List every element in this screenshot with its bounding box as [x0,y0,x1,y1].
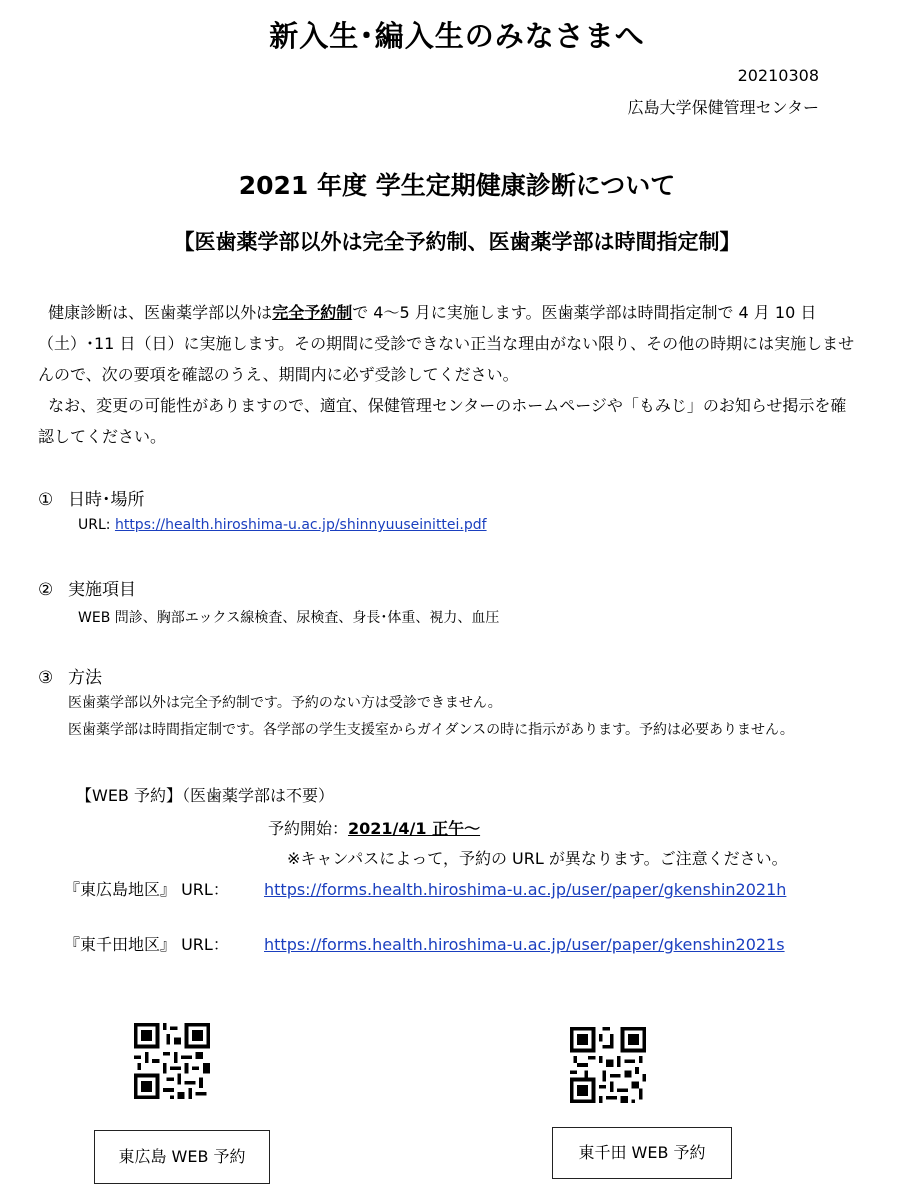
organization-name: 広島大学保健管理センター [627,98,819,117]
higashisenda-web-reservation-label: 東千田 WEB 予約 [552,1127,732,1179]
higashisenda-label: 『東千田地区』 URL： [64,935,229,954]
document-date: 20210308 [737,66,819,85]
higashihiroshima-label: 『東広島地区』 URL： [64,880,229,899]
section-2-heading [38,575,136,600]
section-2-number: ② [38,580,54,600]
paragraph-1 [38,297,858,390]
paragraph-2-text: なお、変更の可能性がありますので、適宜、保健管理センターのホームページや「もみじ」のお知らせ掲示を確認してください。 [38,396,847,446]
paragraph-1-end: で 4～5 月に実施します。医歯薬学部は時間指定制で 4 月 10 日（土）･11 日（日）に実施します。その期間に受診できない正当な理由がない限り、その他の時期には実施しませんので、次の要項を確認のうえ、期間内に必ず受診してください。 [38,303,855,384]
url-label: URL: [78,517,111,533]
higashihiroshima-qr-code[interactable] [134,1023,210,1099]
section-1-url-row [78,517,487,533]
notice-title: 2021 年度 学生定期健康診断について [238,171,676,200]
complete-reservation-emphasis: 完全予約制 [272,303,353,322]
section-2-title: 実施項目 [68,580,136,600]
higashihiroshima-reservation-link[interactable]: https://forms.health.hiroshima-u.ac.jp/user/paper/gkenshin2021h [264,880,787,899]
exam-items: WEB 問診、胸部エックス線検査、尿検査、身長･体重、視力、血圧 [78,610,500,626]
method-description [68,690,858,744]
higashisenda-reservation-link[interactable]: https://forms.health.hiroshima-u.ac.jp/user/paper/gkenshin2021s [264,935,785,954]
reservation-start [268,816,480,839]
higashisenda-qr-code[interactable] [570,1027,646,1103]
page-title: 新入生･編入生のみなさまへ [269,19,645,53]
notice-body [38,297,858,452]
notice-subtitle: 【医歯薬学部以外は完全予約制、医歯薬学部は時間指定制】 [173,230,741,254]
section-3-heading [38,663,102,688]
reservation-start-label: 予約開始： [268,819,349,838]
section-1-number: ① [38,490,54,510]
paragraph-2 [38,390,858,452]
section-3-title: 方法 [68,668,102,688]
section-3-number: ③ [38,668,54,688]
section-1-heading [38,485,145,510]
campus-url-caution: ※キャンパスによって，予約の URL が異なります。ご注意ください。 [287,849,788,868]
section-1-title: 日時･場所 [68,490,145,510]
higashihiroshima-url-row [64,877,786,900]
higashisenda-url-row [64,932,785,955]
reservation-start-value: 2021/4/1 正午～ [348,819,481,838]
paragraph-1-start: 健康診断は、医歯薬学部以外は [48,303,273,322]
web-reservation-heading: 【WEB 予約】（医歯薬学部は不要） [76,786,334,805]
method-line-2: 医歯薬学部は時間指定制です。各学部の学生支援室からガイダンスの時に指示があります。予約は必要ありません。 [68,722,794,738]
higashihiroshima-web-reservation-label: 東広島 WEB 予約 [94,1130,270,1184]
schedule-pdf-link[interactable]: https://health.hiroshima-u.ac.jp/shinnyuuseinittei.pdf [114,517,487,533]
method-line-1: 医歯薬学部以外は完全予約制です。予約のない方は受診できません。 [68,695,502,711]
